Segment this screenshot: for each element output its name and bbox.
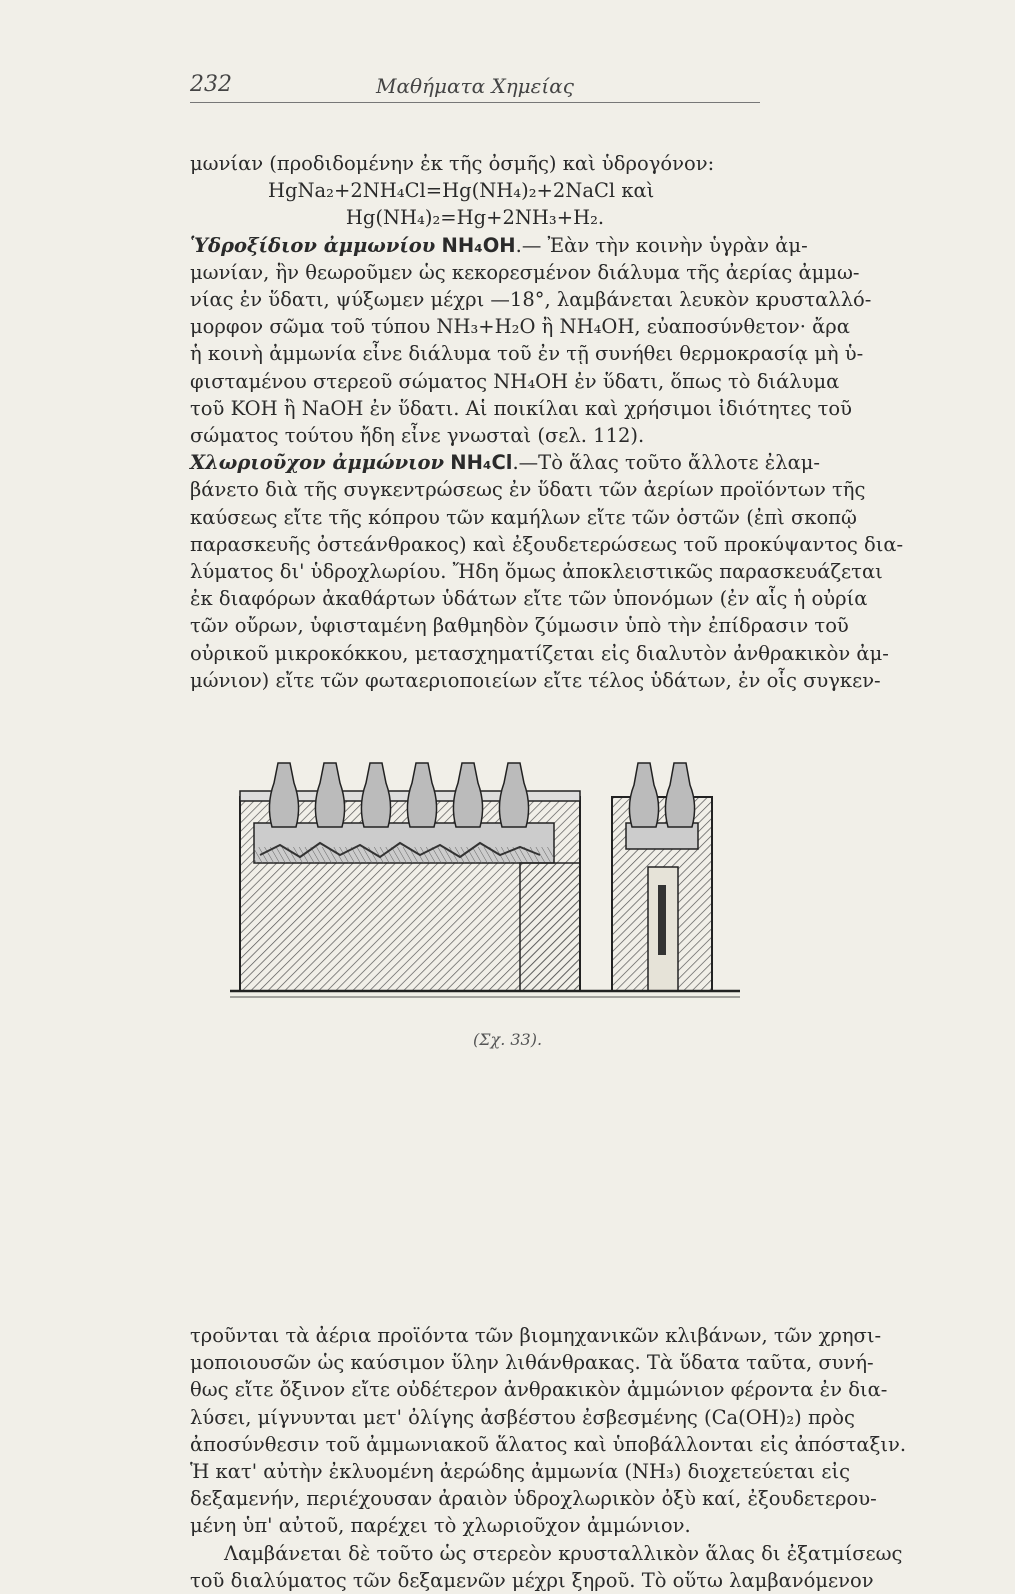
text-line: λύσει, μίγνυνται μετ' ὀλίγης ἀσβέστου ἐσβεσμένης (Ca(OH)₂) πρὸς bbox=[190, 1405, 855, 1429]
jar bbox=[407, 763, 436, 827]
page-number: 232 bbox=[190, 72, 232, 97]
body-text-bottom bbox=[190, 1322, 907, 1594]
text-line: μώνιον) εἴτε τῶν φωταεριοποιείων εἴτε τέλος ὑδάτων, ἐν οἷς συγκεν- bbox=[190, 668, 881, 692]
heading-formula: NH₄Cl bbox=[450, 451, 513, 475]
page-header bbox=[190, 72, 760, 103]
text-line: τῶν οὔρων, ὑφισταμένη βαθμηδὸν ζύμωσιν ὑπὸ τὴν ἐπίδρασιν τοῦ bbox=[190, 614, 849, 638]
furnace-illustration bbox=[240, 755, 740, 1013]
text-line: ἡ κοινὴ ἀμμωνία εἶνε διάλυμα τοῦ ἐν τῇ συνήθει θερμοκρασίᾳ μὴ ὑ- bbox=[190, 342, 864, 366]
text-line: μωνίαν (προδιδομένην ἐκ τῆς ὀσμῆς) καὶ ὑδρογόνον: bbox=[190, 152, 715, 175]
heading-title: Ὑδροξίδιον ἀμμωνίου bbox=[190, 233, 436, 257]
text-line: τοῦ διαλύματος τῶν δεξαμενῶν μέχρι ξηροῦ. Τὸ οὕτω λαμβανόμενον bbox=[190, 1568, 874, 1592]
heading-formula: NH₄OH bbox=[441, 233, 516, 257]
text-line: φισταμένου στερεοῦ σώματος NH₄OH ἐν ὕδατι, ὅπως τὸ διάλυμα bbox=[190, 369, 840, 393]
text-line: τροῦνται τὰ ἀέρια προϊόντα τῶν βιομηχανικῶν κλιβάνων, τῶν χρησι- bbox=[190, 1324, 882, 1347]
jar bbox=[453, 763, 482, 827]
text-line: μοποιουσῶν ὡς καύσιμον ὕλην λιθάνθρακας. Τὰ ὕδατα ταῦτα, συνή- bbox=[190, 1351, 874, 1375]
section-heading-ammonium-hydroxide bbox=[190, 232, 808, 259]
text-line: Λαμβάνεται δὲ τοῦτο ὡς στερεὸν κρυσταλλικὸν ἅλας δι ἐξατμίσεως bbox=[224, 1541, 903, 1565]
text-line: οὐρικοῦ μικροκόκκου, μετασχηματίζεται εἰς διαλυτὸν ἀνθρακικὸν ἀμ- bbox=[190, 641, 889, 665]
text-line: λύματος δι' ὑδροχλωρίου. Ἤδη ὅμως ἀποκλειστικῶς παρασκευάζεται bbox=[190, 560, 883, 584]
jar bbox=[665, 763, 694, 827]
running-title: Μαθήματα Χημείας bbox=[376, 74, 574, 98]
section-heading-ammonium-chloride bbox=[190, 449, 821, 476]
text-line: σώματος τούτου ἤδη εἶνε γνωσταὶ (σελ. 112). bbox=[190, 424, 645, 448]
formula-line: Hg(NH₄)₂=Hg+2NH₃+H₂. bbox=[345, 206, 605, 230]
jar bbox=[361, 763, 390, 827]
text-line: τοῦ KOH ἢ NaOH ἐν ὕδατι. Αἱ ποικίλαι καὶ χρήσιμοι ἰδιότητες τοῦ bbox=[190, 396, 853, 420]
jar bbox=[499, 763, 528, 827]
text-line: παρασκευῆς ὀστεάνθρακος) καὶ ἐξουδετερώσεως τοῦ προκύψαντος δια- bbox=[190, 532, 904, 556]
body-text-top bbox=[190, 150, 904, 694]
text-line: θως εἴτε ὄξινον εἴτε οὐδέτερον ἀνθρακικὸν ἀμμώνιον φέροντα ἐν δια- bbox=[190, 1378, 888, 1402]
text-line: ἐκ διαφόρων ἀκαθάρτων ὑδάτων εἴτε τῶν ὑπονόμων (ἐν αἷς ἡ οὐρία bbox=[190, 587, 868, 611]
text-line: μένη ὑπ' αὐτοῦ, παρέχει τὸ χλωριοῦχον ἀμμώνιον. bbox=[190, 1514, 691, 1538]
heading-continuation: .—Τὸ ἅλας τοῦτο ἄλλοτε ἐλαμ- bbox=[512, 451, 821, 475]
text-line: καύσεως εἴτε τῆς κόπρου τῶν καμήλων εἴτε τῶν ὀστῶν (ἐπὶ σκοπῷ bbox=[190, 505, 857, 529]
text-line: μωνίαν, ἣν θεωροῦμεν ὡς κεκορεσμένον διάλυμα τῆς ἀερίας ἀμμω- bbox=[190, 260, 860, 284]
text-line: δεξαμενήν, περιέχουσαν ἀραιὸν ὑδροχλωρικὸν ὀξὺ καί, ἐξουδετερου- bbox=[190, 1487, 877, 1511]
text-line: μορφον σῶμα τοῦ τύπου NH₃+H₂O ἢ NH₄OH, εὐαποσύνθετον· ἄρα bbox=[190, 315, 850, 339]
heading-title: Χλωριοῦχον ἀμμώνιον bbox=[190, 451, 445, 475]
figure-caption: (Σχ. 33). bbox=[472, 1030, 543, 1049]
text-line: βάνετο διὰ τῆς συγκεντρώσεως ἐν ὕδατι τῶν ἀερίων προϊόντων τῆς bbox=[190, 478, 866, 502]
jar bbox=[269, 763, 298, 827]
text-line: Ἡ κατ' αὐτὴν ἐκλυομένη ἀερώδης ἀμμωνία (NH₃) διοχετεύεται εἰς bbox=[190, 1460, 851, 1484]
jar bbox=[315, 763, 344, 827]
heading-continuation: .— Ἐὰν τὴν κοινὴν ὑγρὰν ἀμ- bbox=[515, 233, 808, 257]
text-line: ἀποσύνθεσιν τοῦ ἀμμωνιακοῦ ἅλατος καὶ ὑποβάλλονται εἰς ἀπόσταξιν. bbox=[190, 1432, 907, 1456]
text-line: νίας ἐν ὕδατι, ψύξωμεν μέχρι —18°, λαμβάνεται λευκὸν κρυσταλλό- bbox=[190, 288, 872, 312]
formula-line: HgNa₂+2NH₄Cl=Hg(NH₄)₂+2NaCl καὶ bbox=[268, 179, 655, 203]
jar bbox=[629, 763, 658, 827]
